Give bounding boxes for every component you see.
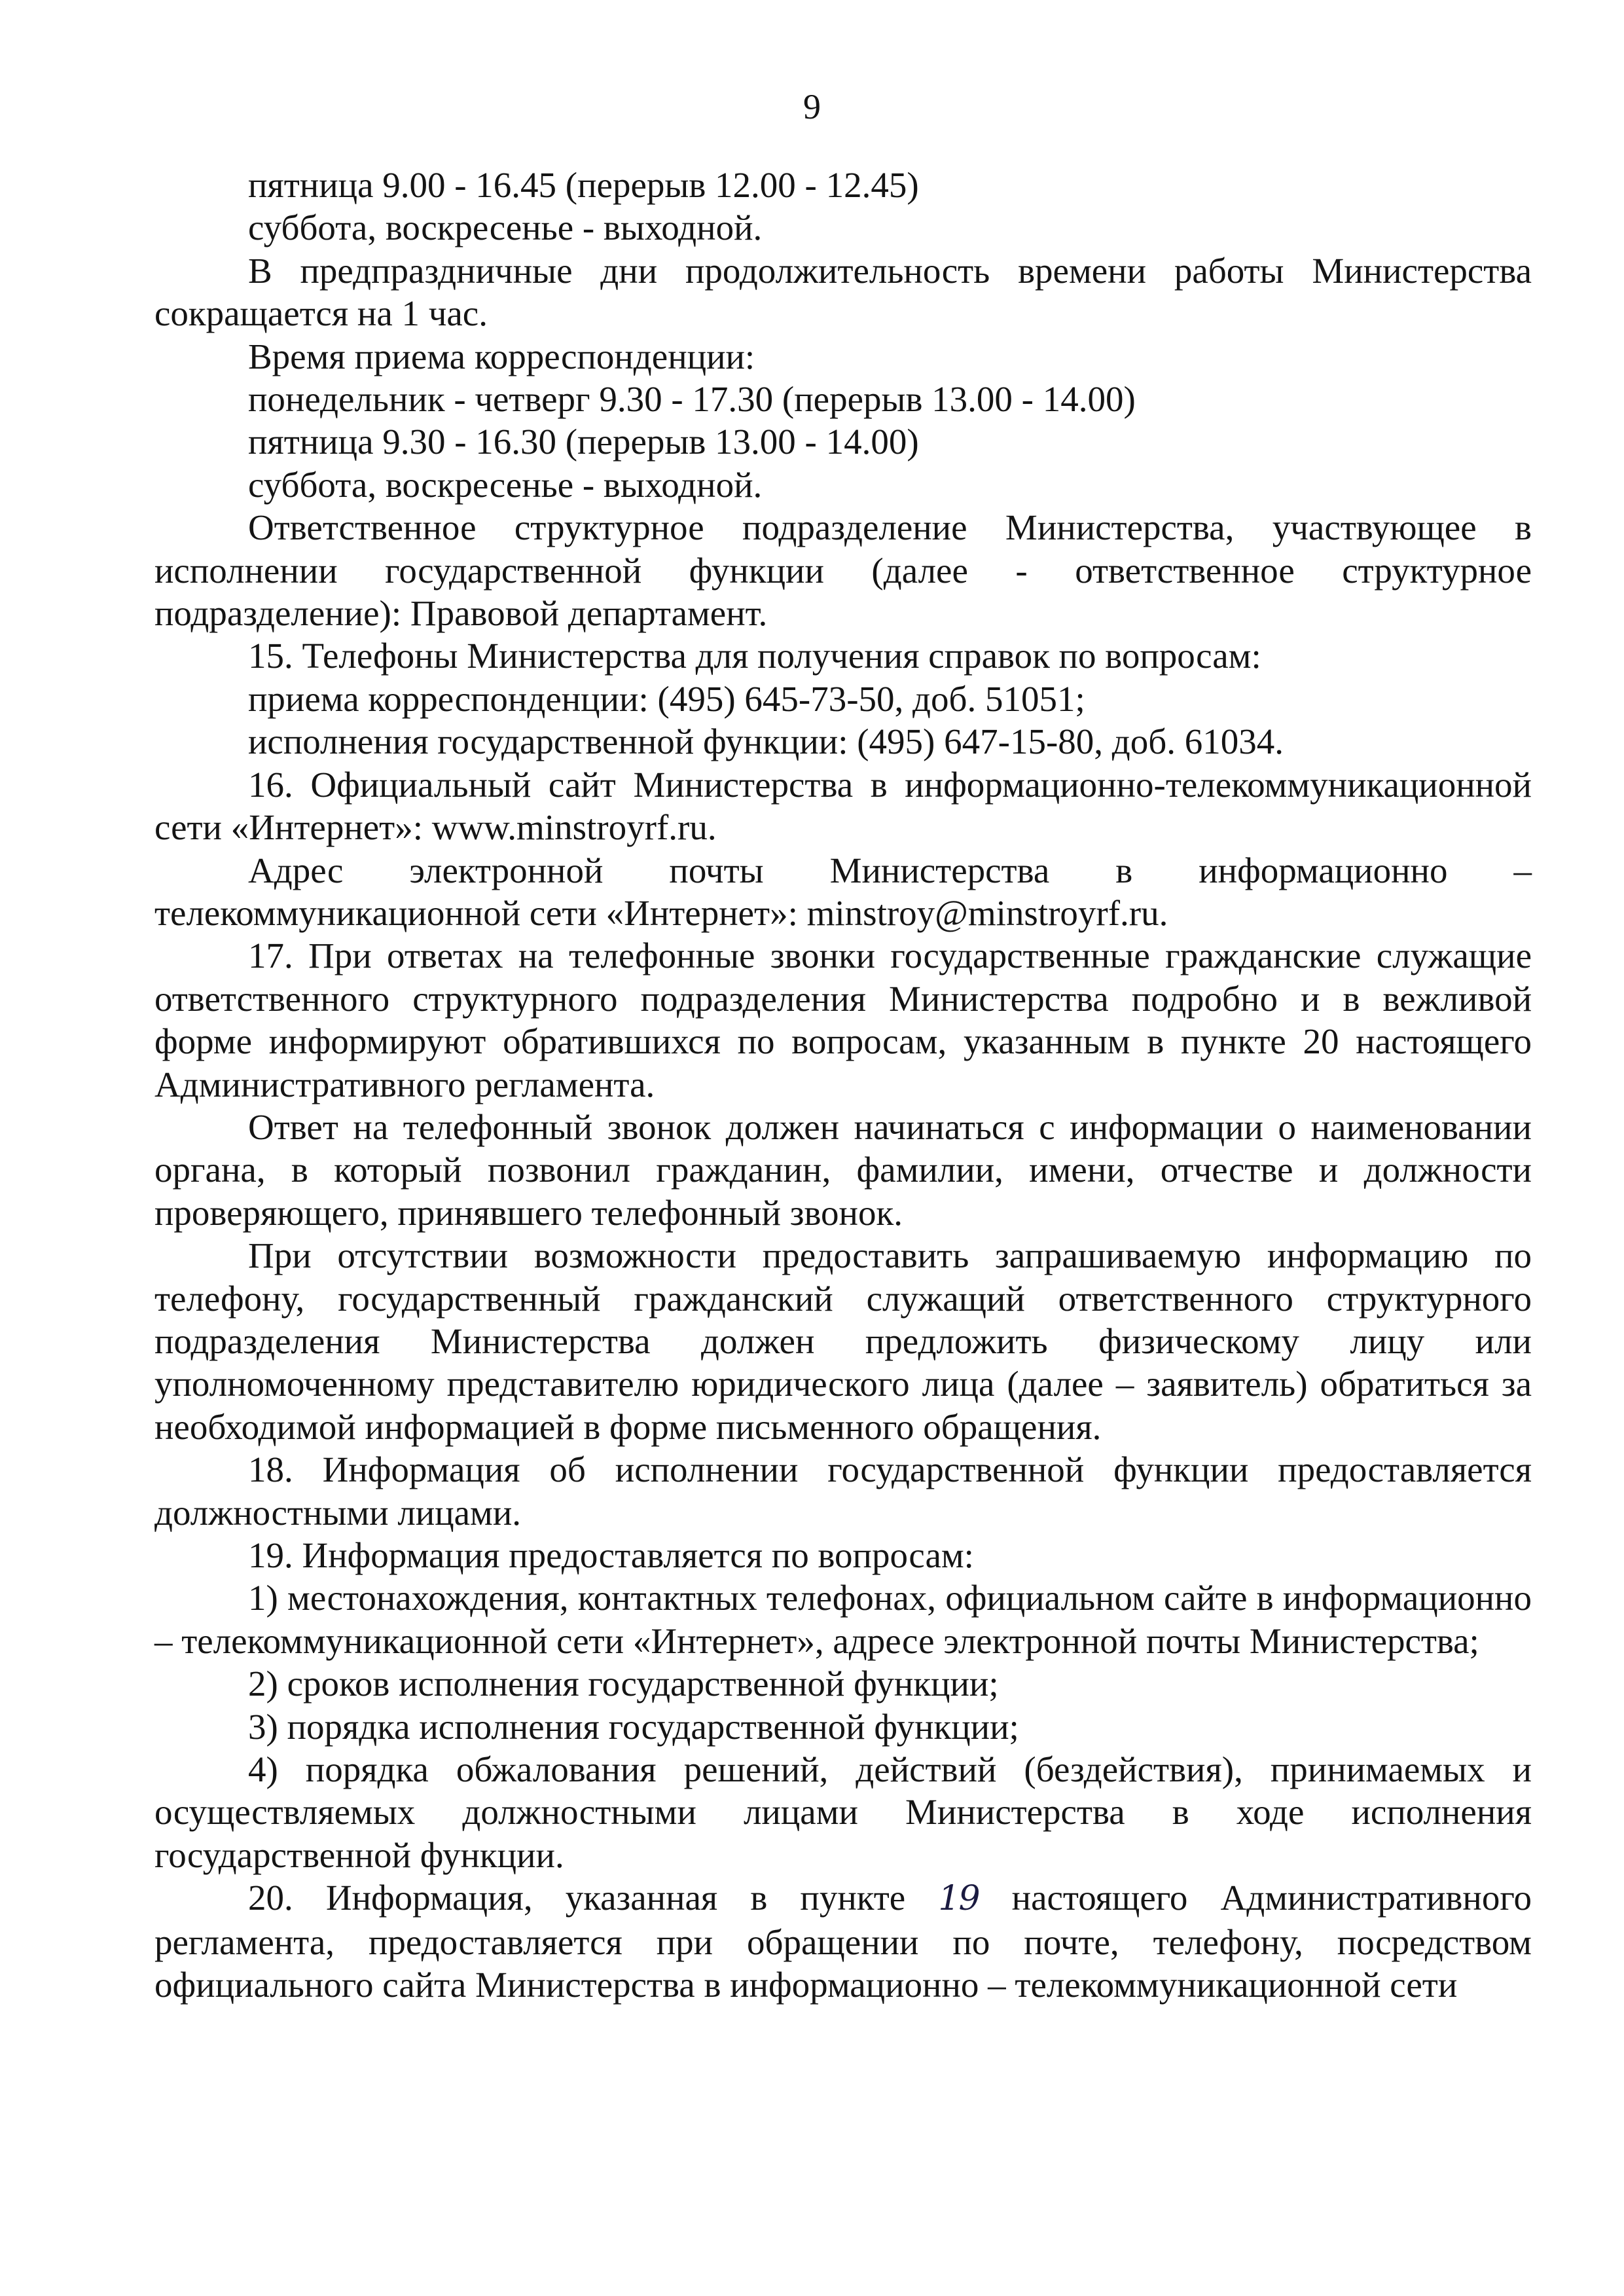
- handwritten-number: 19: [938, 1879, 979, 1919]
- paragraph-mon-thu-correspondence: понедельник - четверг 9.30 - 17.30 (перерыв 13.00 - 14.00): [248, 379, 1136, 420]
- paragraph-phone-correspondence: приема корреспонденции: (495) 645-73-50, доб. 51051;: [248, 678, 1085, 719]
- document-body: [154, 164, 1532, 2006]
- paragraph-20-start: 20. Информация, указанная в пункте: [248, 1878, 906, 1918]
- paragraph-19-item-1: 1) местонахождения, контактных телефонах, официальном сайте в информационно – телекоммуникационной сети «Интернет», адресе электронной почты Министерства;: [154, 1578, 1532, 1661]
- paragraph-no-possibility: При отсутствии возможности предоставить запрашиваемую информацию по телефону, государственный гражданский служащий ответственного структурного подразделения Министерства должен предложить физическому лицу или уполномоченному представителю юридического лица (далее – заявитель) обратиться за необходимой информацией в форме письменного обращения.: [154, 1235, 1532, 1447]
- paragraph-19-item-3: 3) порядка исполнения государственной функции;: [248, 1706, 1019, 1747]
- paragraph-19-item-2: 2) сроков исполнения государственной функции;: [248, 1664, 999, 1704]
- paragraph-19-item-4: 4) порядка обжалования решений, действий (бездействия), принимаемых и осуществляемых должностными лицами Министерства в ходе исполнения государственной функции.: [154, 1749, 1532, 1875]
- paragraph-phone-function: исполнения государственной функции: (495) 647-15-80, доб. 61034.: [248, 721, 1284, 762]
- paragraph-weekend: суббота, воскресенье - выходной.: [248, 208, 763, 248]
- paragraph-answer-call: Ответ на телефонный звонок должен начинаться с информации о наименовании органа, в который позвонил гражданин, фамилии, имени, отчестве и должности проверяющего, принявшего телефонный звонок.: [154, 1106, 1532, 1233]
- page-number: 9: [803, 87, 821, 126]
- paragraph-17: 17. При ответах на телефонные звонки государственные гражданские служащие ответственного структурного подразделения Министерства подробно и в вежливой форме информируют обратившихся по вопросам, указанным в пункте 20 настоящего Административного регламента.: [154, 936, 1532, 1104]
- paragraph-18: 18. Информация об исполнении государственной функции предоставляется должностными лицами.: [154, 1449, 1532, 1533]
- paragraph-15: 15. Телефоны Министерства для получения справок по вопросам:: [248, 636, 1261, 676]
- paragraph-correspondence-time: Время приема корреспонденции:: [248, 336, 755, 376]
- paragraph-friday-hours: пятница 9.00 - 16.45 (перерыв 12.00 - 12.45): [248, 165, 919, 205]
- paragraph-20-end: настоящего Административного регламента, предоставляется при обращении по почте, телефону, посредством официального сайта Министерства в информационно – телекоммуникационной сети: [154, 1878, 1532, 2005]
- paragraph-responsible-unit: Ответственное структурное подразделение Министерства, участвующее в исполнении государственной функции (далее - ответственное структурное подразделение): Правовой департамент.: [154, 507, 1532, 634]
- paragraph-email: Адрес электронной почты Министерства в информационно – телекоммуникационной сети «Интернет»: minstroy@minstroyrf.ru.: [154, 850, 1532, 933]
- paragraph-friday-correspondence: пятница 9.30 - 16.30 (перерыв 13.00 - 14.00): [248, 422, 919, 462]
- paragraph-20: [154, 1876, 1532, 2006]
- paragraph-19: 19. Информация предоставляется по вопросам:: [248, 1535, 974, 1575]
- paragraph-weekend-correspondence: суббота, воскресенье - выходной.: [248, 464, 763, 505]
- paragraph-pre-holiday: В предпраздничные дни продолжительность времени работы Министерства сокращается на 1 час.: [154, 250, 1532, 334]
- paragraph-16-website: 16. Официальный сайт Министерства в информационно-телекоммуникационной сети «Интернет»: www.minstroyrf.ru.: [154, 764, 1532, 848]
